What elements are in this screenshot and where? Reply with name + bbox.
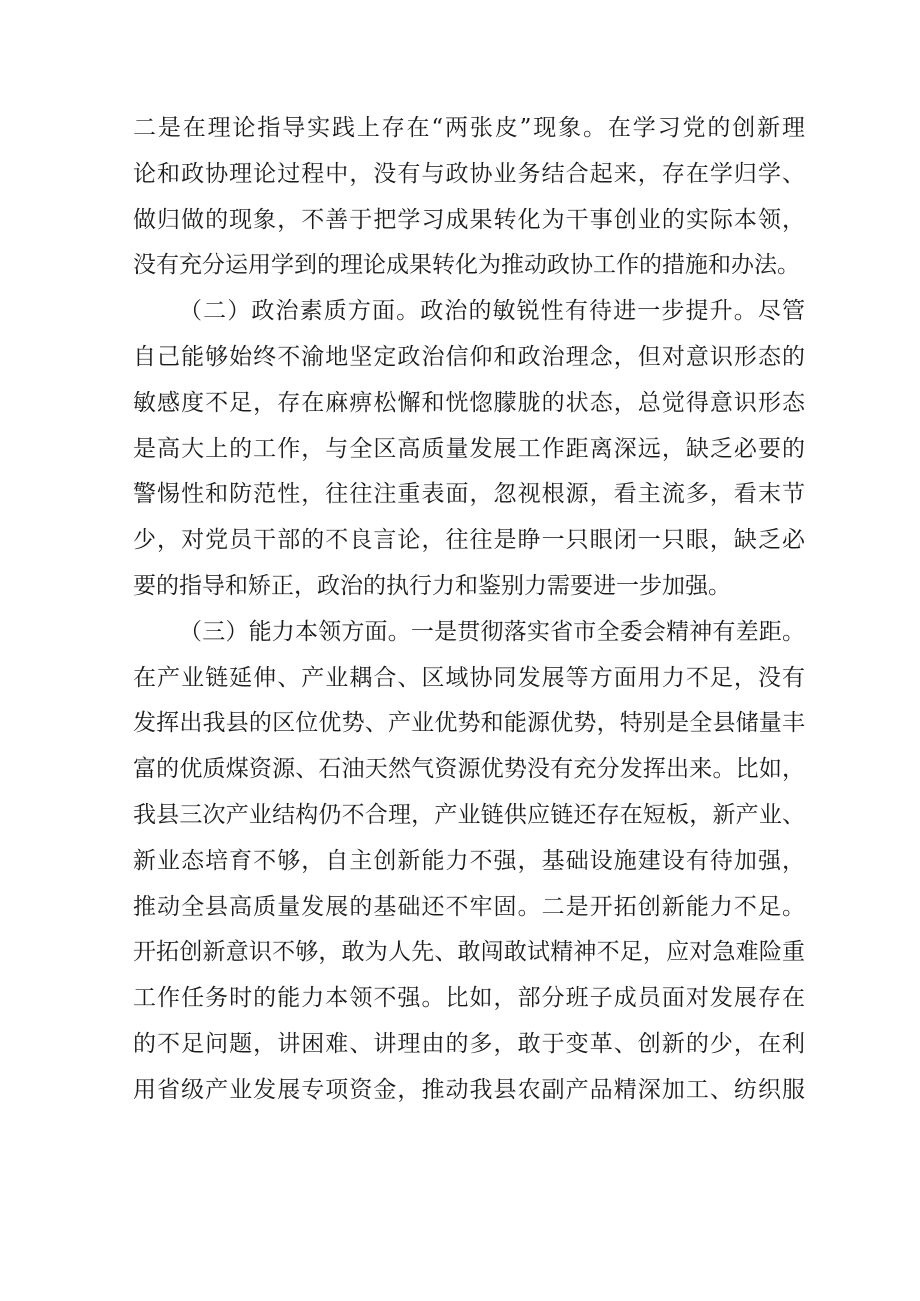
- text-line: 论和政协理论过程中，没有与政协业务结合起来，存在学归学、: [133, 160, 805, 187]
- text-line: 富的优质煤资源、石油天然气资源优势没有充分发挥出来。比如，: [133, 756, 805, 783]
- text-line: 在产业链延伸、产业耦合、区域协同发展等方面用力不足，没有: [133, 664, 805, 691]
- text-line: 新业态培育不够，自主创新能力不强，基础设施建设有待加强，: [133, 847, 805, 874]
- paragraph-theory-practice: [133, 106, 805, 289]
- text-line: 要的指导和矫正，政治的执行力和鉴别力需要进一步加强。: [133, 572, 731, 599]
- text-line: 二是在理论指导实践上存在“两张皮”现象。在学习党的创新理: [133, 115, 805, 141]
- text-line: 没有充分运用学到的理论成果转化为推动政协工作的措施和办法。: [133, 252, 800, 279]
- paragraph-ability: [133, 610, 805, 1114]
- text-line: 敏感度不足，存在麻痹松懈和恍惚朦胧的状态，总觉得意识形态: [133, 389, 805, 416]
- text-line: 做归做的现象，不善于把学习成果转化为干事创业的实际本领，: [133, 206, 805, 233]
- text-line: 我县三次产业结构仍不合理，产业链供应链还存在短板，新产业、: [133, 801, 805, 828]
- document-body: [133, 106, 805, 1114]
- text-line: 用省级产业发展专项资金，推动我县农副产品精深加工、纺织服: [133, 1076, 805, 1103]
- text-line: 发挥出我县的区位优势、产业优势和能源优势，特别是全县储量丰: [133, 710, 805, 737]
- text-line: （三）能力本领方面。一是贯彻落实省市全委会精神有差距。: [179, 618, 805, 645]
- text-line: 少，对党员干部的不良言论，往往是睁一只眼闭一只眼，缺乏必: [133, 527, 805, 554]
- text-line: 是高大上的工作，与全区高质量发展工作距离深远，缺乏必要的: [133, 435, 805, 462]
- text-line: 的不足问题，讲困难、讲理由的多，敢于变革、创新的少，在利: [133, 1030, 805, 1057]
- text-line: 开拓创新意识不够，敢为人先、敢闯敢试精神不足，应对急难险重: [133, 939, 805, 966]
- text-line: 工作任务时的能力本领不强。比如，部分班子成员面对发展存在: [133, 985, 805, 1012]
- text-line: （二）政治素质方面。政治的敏锐性有待进一步提升。尽管: [179, 298, 805, 325]
- text-line: 自己能够始终不渝地坚定政治信仰和政治理念，但对意识形态的: [133, 343, 805, 370]
- paragraph-political-quality: [133, 289, 805, 610]
- text-line: 推动全县高质量发展的基础还不牢固。二是开拓创新能力不足。: [133, 893, 805, 920]
- text-line: 警惕性和防范性，往往注重表面，忽视根源，看主流多，看末节: [133, 481, 805, 508]
